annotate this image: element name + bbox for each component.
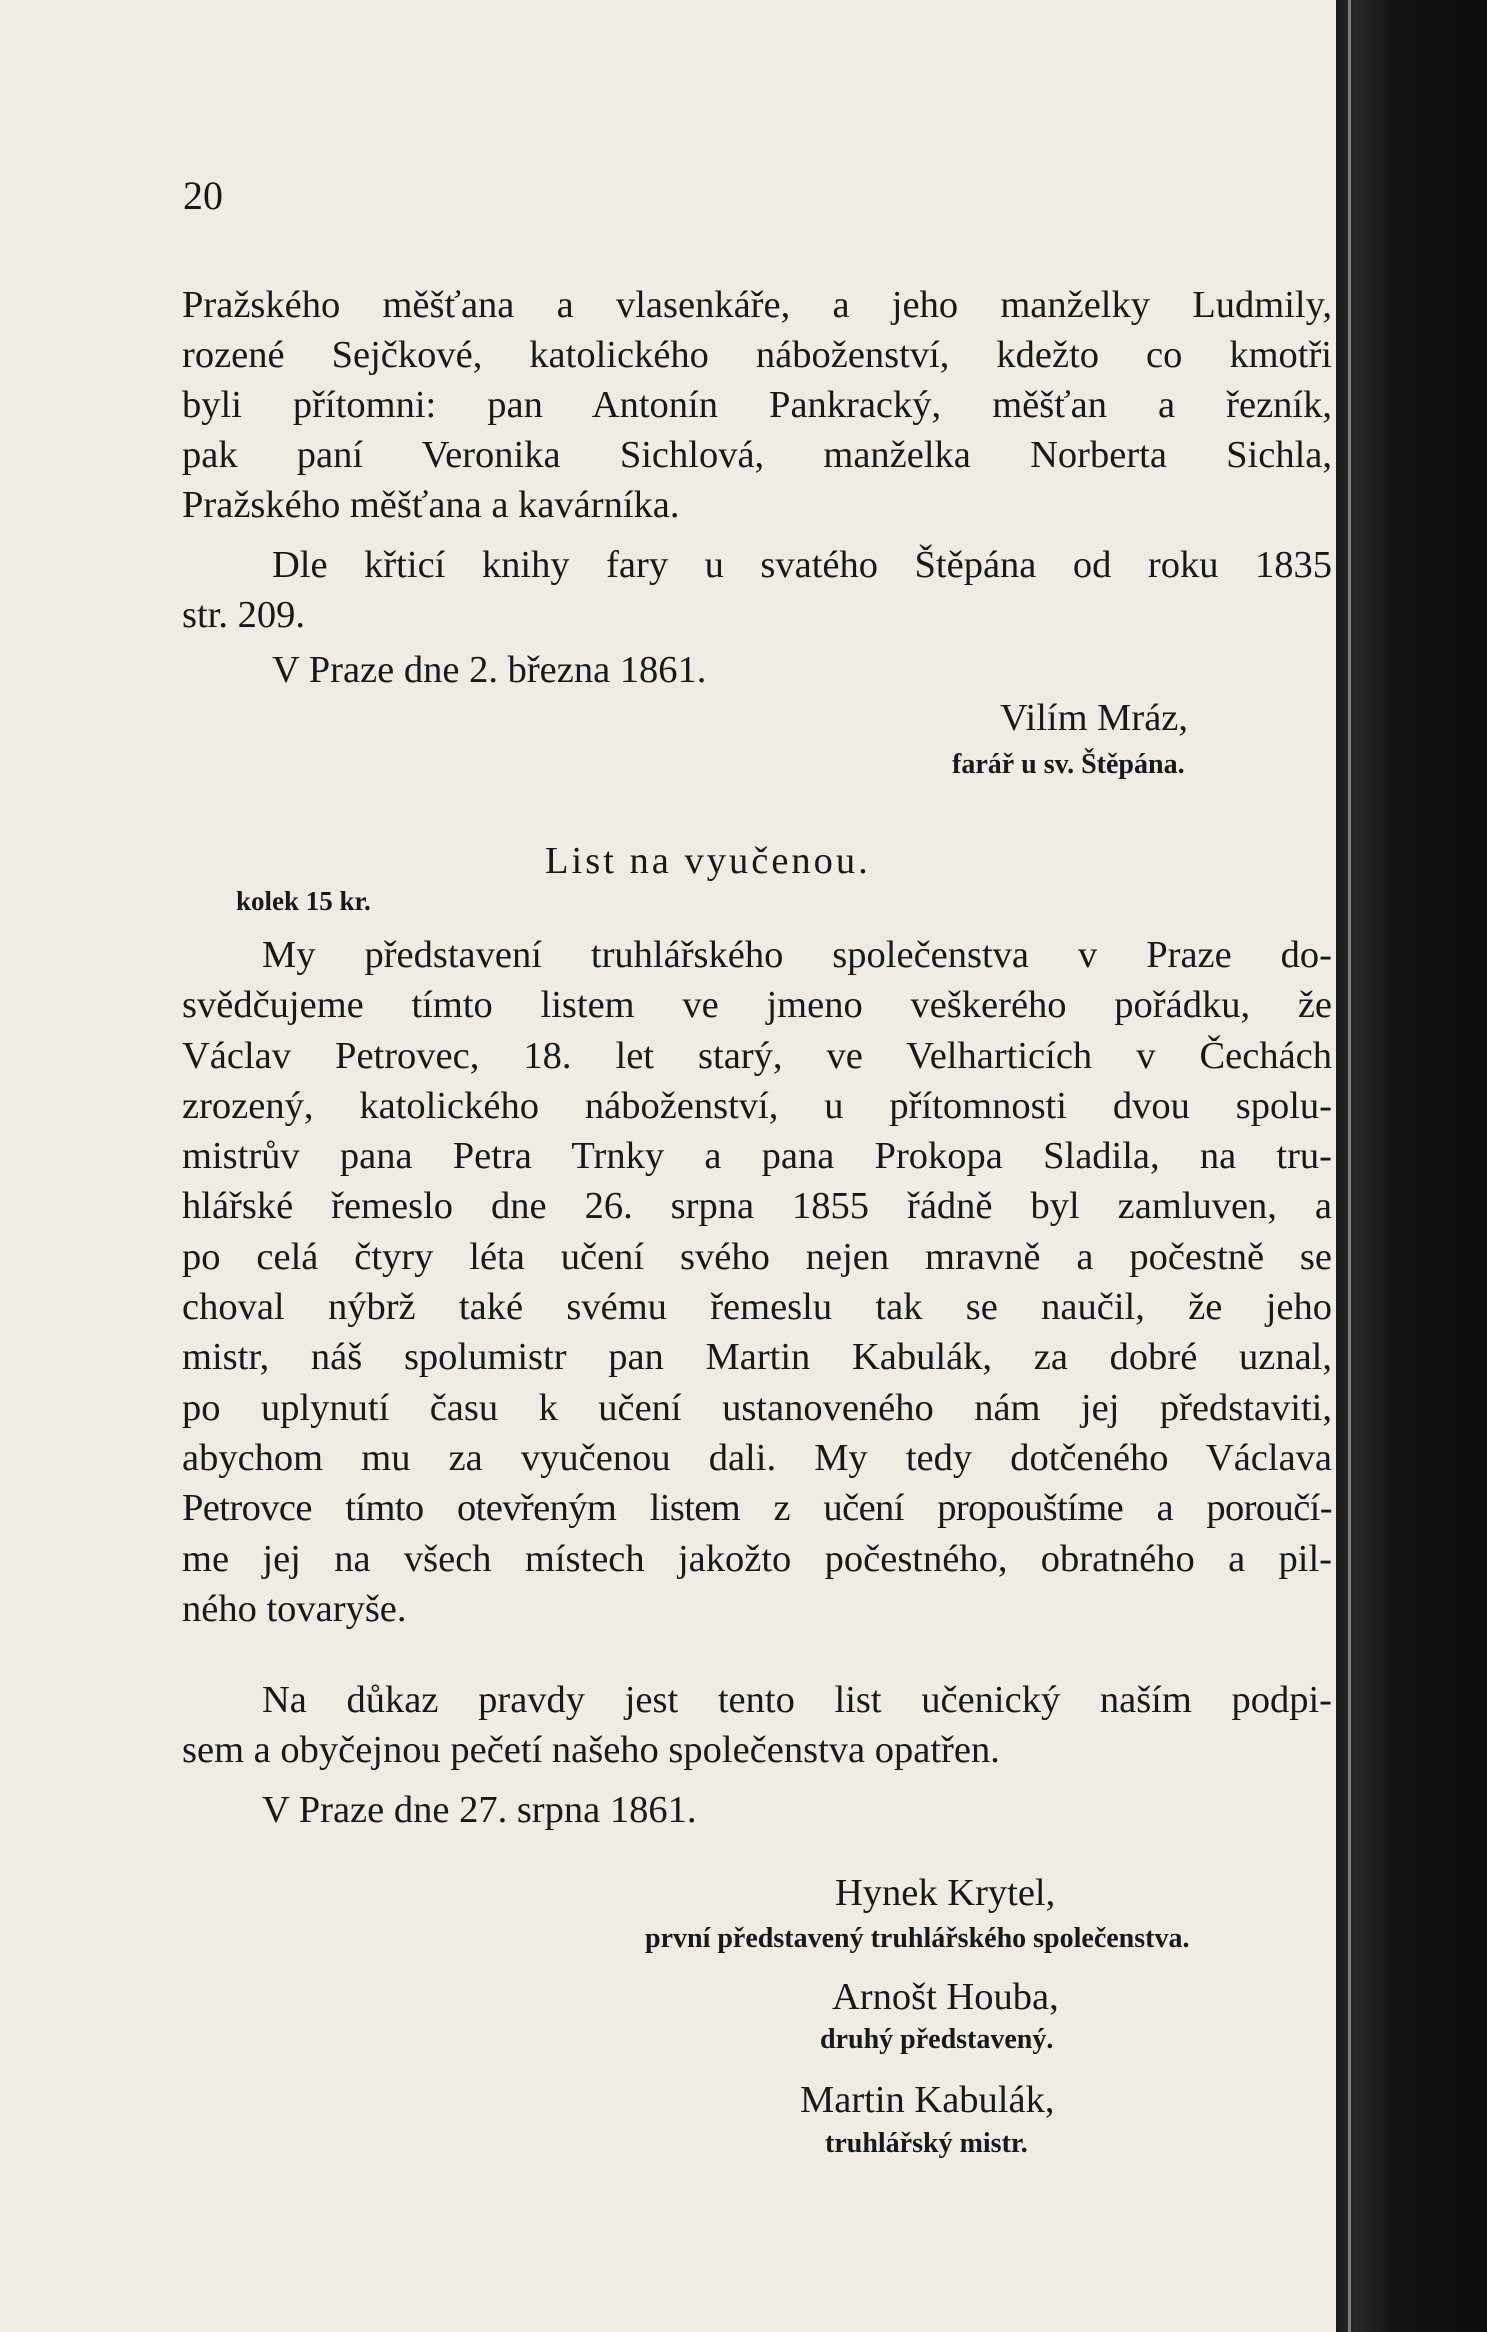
page-edge bbox=[1348, 0, 1351, 2332]
source-line: str. 209. bbox=[182, 594, 306, 636]
binding-gutter bbox=[1336, 0, 1487, 2332]
signature-name: Hynek Krytel, bbox=[835, 1872, 1056, 1914]
body-line: Václav Petrovec, 18. let starý, ve Velharticích v Čechách bbox=[182, 1034, 1332, 1077]
body-line: Petrovce tímto otevřeným listem z učení propouštíme a poroučí- bbox=[182, 1487, 1332, 1530]
baptism-line: byli přítomni: pan Antonín Pankracký, měšťan a řezník, bbox=[182, 384, 1332, 426]
baptism-line: Pražského měšťana a kavárníka. bbox=[182, 484, 680, 526]
baptism-signer-name: Vilím Mráz, bbox=[1000, 697, 1189, 739]
body-line: hlářské řemeslo dne 26. srpna 1855 řádně byl zamluven, a bbox=[182, 1185, 1332, 1228]
proof-line: sem a obyčejnou pečetí našeho společenstva opatřen. bbox=[182, 1729, 1000, 1771]
body-line: My představení truhlářského společenstva v Praze do- bbox=[262, 934, 1332, 976]
stamp-note: kolek 15 kr. bbox=[236, 886, 371, 916]
certificate-date: V Praze dne 27. srpna 1861. bbox=[262, 1789, 697, 1831]
signature-role: první představený truhlářského společenstva. bbox=[645, 1923, 1190, 1954]
certificate-body bbox=[182, 930, 1332, 1634]
baptism-line: Pražského měšťana a vlasenkáře, a jeho manželky Ludmily, bbox=[182, 284, 1332, 326]
signature-name: Martin Kabulák, bbox=[800, 2079, 1055, 2121]
certificate-proof bbox=[182, 1675, 1332, 1775]
baptism-text bbox=[182, 280, 1332, 530]
body-line: mistr, náš spolumistr pan Martin Kabulák, za dobré uznal, bbox=[182, 1336, 1332, 1379]
signature-name: Arnošt Houba, bbox=[832, 1976, 1059, 2018]
signature-role: druhý představený. bbox=[820, 2024, 1054, 2055]
certificate-title: List na vyučenou. bbox=[545, 840, 871, 882]
baptism-date: V Praze dne 2. března 1861. bbox=[272, 649, 707, 691]
body-line: po celá čtyry léta učení svého nejen mravně a počestně se bbox=[182, 1235, 1332, 1278]
body-line: svědčujeme tímto listem ve jmeno veškerého pořádku, že bbox=[182, 984, 1332, 1027]
baptism-signer-role: farář u sv. Štěpána. bbox=[952, 749, 1185, 780]
body-line: abychom mu za vyučenou dali. My tedy dotčeného Václava bbox=[182, 1436, 1332, 1479]
source-line: Dle křticí knihy fary u svatého Štěpána od roku 1835 bbox=[272, 544, 1332, 586]
page-number: 20 bbox=[183, 173, 223, 218]
body-line: mistrův pana Petra Trnky a pana Prokopa Sladila, na tru- bbox=[182, 1135, 1332, 1178]
body-line: choval nýbrž také svému řemeslu tak se naučil, že jeho bbox=[182, 1286, 1332, 1329]
body-line: me jej na všech místech jakožto počestného, obratného a pil- bbox=[182, 1537, 1332, 1580]
body-line: ného tovaryše. bbox=[182, 1587, 407, 1630]
baptism-line: rozené Sejčkové, katolického náboženství, kdežto co kmotři bbox=[182, 334, 1332, 376]
body-line: po uplynutí času k učení ustanoveného nám jej představiti, bbox=[182, 1386, 1332, 1429]
baptism-line: pak paní Veronika Sichlová, manželka Norberta Sichla, bbox=[182, 434, 1332, 476]
baptism-source bbox=[182, 540, 1332, 640]
proof-line: Na důkaz pravdy jest tento list učenický naším podpi- bbox=[262, 1679, 1332, 1721]
signature-role: truhlářský mistr. bbox=[825, 2128, 1028, 2159]
body-line: zrozený, katolického náboženství, u přítomnosti dvou spolu- bbox=[182, 1084, 1332, 1127]
